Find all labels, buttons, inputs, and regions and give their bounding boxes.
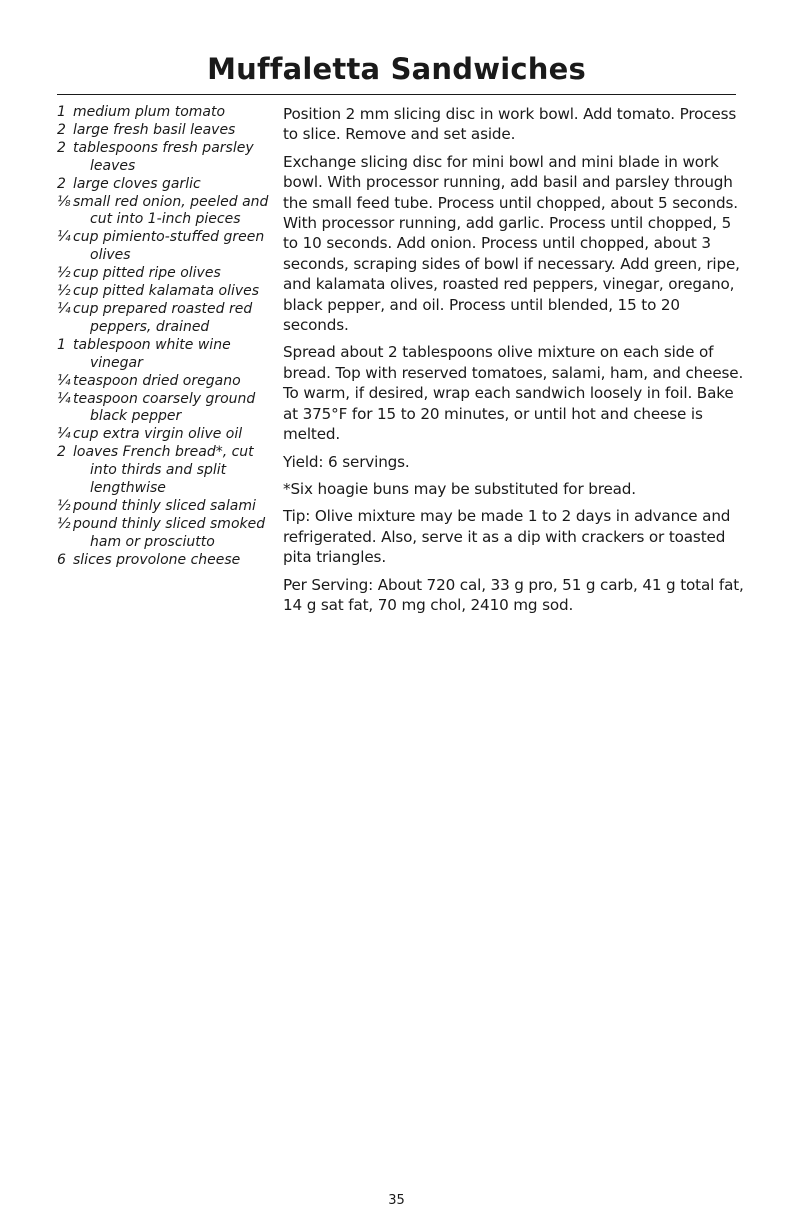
- ingredient-quantity: ¼: [57, 372, 71, 389]
- ingredient-quantity: 2: [57, 121, 66, 138]
- ingredient-item: [57, 337, 272, 373]
- ingredient-item: [57, 194, 272, 230]
- ingredient-item: [57, 552, 272, 570]
- yield-text: Yield: 6 servings.: [283, 452, 410, 471]
- ingredient-quantity: 1: [57, 104, 66, 120]
- ingredient-text: teaspoon dried oregano: [73, 372, 241, 389]
- ingredient-text: pound thinly sliced smoked ham or prosciutto: [73, 515, 266, 550]
- ingredient-text: cup pimiento-stuffed green olives: [73, 229, 265, 264]
- ingredient-item: [57, 176, 272, 194]
- ingredient-item: [57, 140, 272, 176]
- ingredient-quantity: 2: [57, 444, 66, 461]
- ingredient-quantity: ½: [57, 283, 71, 300]
- ingredient-item: [57, 426, 272, 444]
- ingredient-quantity: ½: [57, 515, 71, 532]
- ingredient-item: [57, 498, 272, 516]
- instruction-paragraph: Spread about 2 tablespoons olive mixture on each side of bread. Top with reserved tomatoes, salami, ham, and cheese. To warm, if desired, wrap each sandwich loosely in foil. Bake at 375°F for 15 to 20 minutes, or until hot and cheese is melted.: [283, 343, 744, 444]
- ingredient-quantity: ½: [57, 265, 71, 282]
- ingredient-text: large fresh basil leaves: [73, 121, 236, 138]
- ingredient-item: [57, 229, 272, 265]
- ingredient-list: [57, 104, 272, 570]
- ingredient-item: [57, 283, 272, 301]
- ingredient-item: [57, 301, 272, 337]
- ingredient-item: [57, 373, 272, 391]
- ingredient-quantity: ½: [57, 497, 71, 514]
- title-divider: [57, 94, 736, 95]
- ingredient-item: [57, 122, 272, 140]
- page-title: Muffaletta Sandwiches: [207, 52, 586, 86]
- ingredient-text: cup extra virgin olive oil: [73, 426, 243, 443]
- ingredient-text: tablespoon white wine vinegar: [73, 336, 231, 371]
- ingredient-item: [57, 444, 272, 498]
- ingredient-quantity: 2: [57, 175, 66, 192]
- ingredient-quantity: ¼: [57, 426, 71, 443]
- ingredient-text: large cloves garlic: [73, 175, 201, 192]
- ingredient-text: slices provolone cheese: [73, 551, 241, 568]
- ingredient-quantity: ¼: [57, 390, 71, 407]
- ingredient-quantity: 1: [57, 336, 66, 353]
- ingredient-text: cup prepared roasted red peppers, drained: [73, 300, 253, 335]
- ingredient-text: small red onion, peeled and cut into 1-inch pieces: [73, 193, 269, 228]
- ingredient-text: tablespoons fresh parsley leaves: [73, 139, 254, 174]
- ingredient-quantity: ⅛: [57, 193, 71, 210]
- ingredient-text: teaspoon coarsely ground black pepper: [73, 390, 256, 425]
- instruction-paragraph: Exchange slicing disc for mini bowl and mini blade in work bowl. With processor running, add basil and parsley through the small feed tube. Process until chopped, about 5 seconds. With processor running, add garlic. Process until chopped, 5 to 10 seconds. Add onion. Process until chopped, about 3 seconds, scraping sides of bowl if necessary. Add green, ripe, and kalamata olives, roasted red peppers, vinegar, oregano, black pepper, and oil. Process until blended, 15 to 20 seconds.: [283, 152, 740, 335]
- instruction-paragraph: Position 2 mm slicing disc in work bowl. Add tomato. Process to slice. Remove and set aside.: [283, 105, 737, 144]
- ingredient-text: pound thinly sliced salami: [73, 497, 256, 514]
- ingredient-text: cup pitted kalamata olives: [73, 283, 260, 300]
- ingredient-quantity: ¼: [57, 229, 71, 246]
- tip-text: Tip: Olive mixture may be made 1 to 2 days in advance and refrigerated. Also, serve it as a dip with crackers or toasted pita triangles.: [283, 507, 731, 567]
- ingredient-quantity: ¼: [57, 300, 71, 317]
- ingredient-item: [57, 516, 272, 552]
- ingredient-item: [57, 265, 272, 283]
- ingredient-item: [57, 104, 272, 122]
- instructions: [283, 104, 745, 622]
- ingredient-text: cup pitted ripe olives: [73, 265, 221, 282]
- nutrition-text: Per Serving: About 720 cal, 33 g pro, 51 g carb, 41 g total fat, 14 g sat fat, 70 mg chol, 2410 mg sod.: [283, 575, 744, 614]
- ingredient-text: medium plum tomato: [73, 104, 226, 120]
- ingredient-quantity: 6: [57, 551, 66, 568]
- ingredient-item: [57, 391, 272, 427]
- footnote-text: *Six hoagie buns may be substituted for bread.: [283, 479, 636, 498]
- page-number: 35: [388, 1193, 405, 1208]
- ingredient-text: loaves French bread*, cut into thirds and split lengthwise: [73, 444, 254, 497]
- ingredient-quantity: 2: [57, 139, 66, 156]
